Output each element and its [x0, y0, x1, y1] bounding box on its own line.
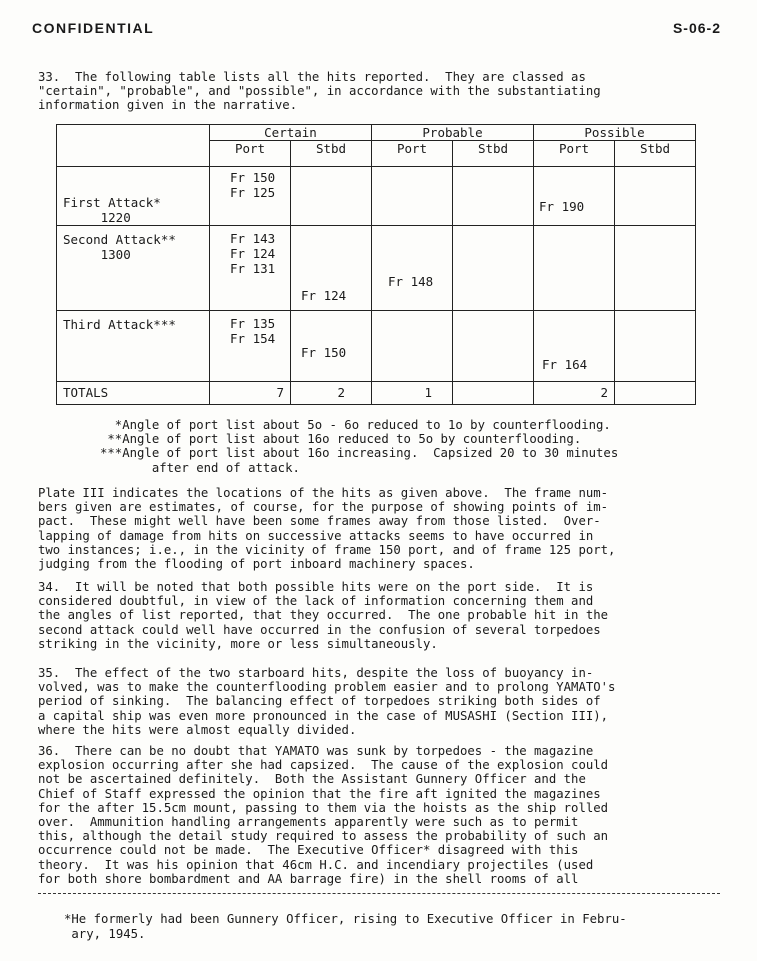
- cell-certain-stbd: Fr 124: [301, 288, 347, 303]
- cell-certain-port: Fr 135 Fr 154: [230, 316, 276, 346]
- cell-possible-port: Fr 190: [539, 199, 585, 214]
- cell-certain-port: Fr 143 Fr 124 Fr 131: [230, 231, 276, 276]
- subhead-probable-port: Port: [372, 141, 453, 167]
- paragraph-34: 34. It will be noted that both possible hits were on the port side. It is considered doubtful, in view of the lack of information concerning them and the angles of list reported, that they occurred. The one probable hit in the second attack could well have occurred in the confusion of several torpedoes striking in the vicinity, more or less simultaneously.: [38, 580, 609, 651]
- table-row: [57, 311, 696, 382]
- group-probable: Probable: [372, 125, 534, 141]
- cell-probable-port: Fr 148: [388, 274, 434, 289]
- subhead-probable-stbd: Stbd: [453, 141, 534, 167]
- row-label: Second Attack** 1300: [57, 226, 210, 311]
- footnote-divider: [38, 893, 720, 894]
- table-row: [57, 167, 696, 226]
- cell-possible-port: Fr 164: [542, 357, 588, 372]
- page-footnote: *He formerly had been Gunnery Officer, rising to Executive Officer in Febru- ary, 1945.: [64, 912, 627, 941]
- subhead-possible-port: Port: [534, 141, 615, 167]
- page-id: S-06-2: [672, 20, 721, 36]
- totals-row: [57, 382, 696, 405]
- group-possible: Possible: [534, 125, 696, 141]
- paragraph-33: 33. The following table lists all the hits reported. They are classed as "certain", "probable", and "possible", in accordance with the substantiating information given in the narrative.: [38, 70, 601, 113]
- hits-table: [56, 124, 696, 405]
- total-certain-port: 7: [276, 385, 284, 400]
- cell-certain-stbd: Fr 150: [301, 345, 347, 360]
- table-row: [57, 226, 696, 311]
- paragraph-35: 35. The effect of the two starboard hits, despite the loss of buoyancy in- volved, was to make the counterflooding problem easier and to prolong YAMATO's period of sinking. The balancing effect of torpedoes striking both sides of a capital ship was even more pronounced in the case of MUSASHI (Section III), where the hits were almost equally divided.: [38, 666, 616, 737]
- total-possible-port: 2: [600, 385, 608, 400]
- subhead-certain-port: Port: [210, 141, 291, 167]
- table-corner: [57, 125, 210, 167]
- table-footnotes: *Angle of port list about 5o - 6o reduced to 1o by counterflooding. **Angle of port list about 16o reduced to 5o by counterflooding. ***Angle of port list about 16o increasing. Capsized 20 to 30 minutes after end of attack.: [100, 418, 619, 475]
- row-label: First Attack* 1220: [57, 167, 210, 226]
- group-certain: Certain: [210, 125, 372, 141]
- total-certain-stbd: 2: [337, 385, 345, 400]
- row-label: Third Attack***: [57, 311, 210, 382]
- subhead-possible-stbd: Stbd: [615, 141, 696, 167]
- paragraph-36: 36. There can be no doubt that YAMATO was sunk by torpedoes - the magazine explosion occurring after she had capsized. The cause of the explosion could not be ascertained definitely. Both the Assistant Gunnery Officer and the Chief of Staff expressed the opinion that the fire aft ignited the magazines for the after 15.5cm mount, passing to them via the hoists as the ship rolled over. Ammunition handling arrangements apparently were such as to permit this, although the detail study required to assess the probability of such an occurrence could not be made. The Executive Officer* disagreed with this theory. It was his opinion that 46cm H.C. and incendiary projectiles (used for both shore bombardment and AA barrage fire) in the shell rooms of all: [38, 744, 609, 886]
- totals-label: TOTALS: [57, 382, 210, 405]
- subhead-certain-stbd: Stbd: [291, 141, 372, 167]
- classification-header: CONFIDENTIAL: [32, 20, 155, 36]
- cell-certain-port: Fr 150 Fr 125: [230, 170, 276, 200]
- paragraph-plate-iii: Plate III indicates the locations of the hits as given above. The frame num- bers given are estimates, of course, for the purpose of showing points of im- pact. These might well have been some frames away from those listed. Over- lapping of damage from hits on successive attacks seems to have occurred in two instances; i.e., in the vicinity of frame 150 port, and of frame 125 port, judging from the flooding of port inboard machinery spaces.: [38, 486, 616, 572]
- total-probable-port: 1: [424, 385, 432, 400]
